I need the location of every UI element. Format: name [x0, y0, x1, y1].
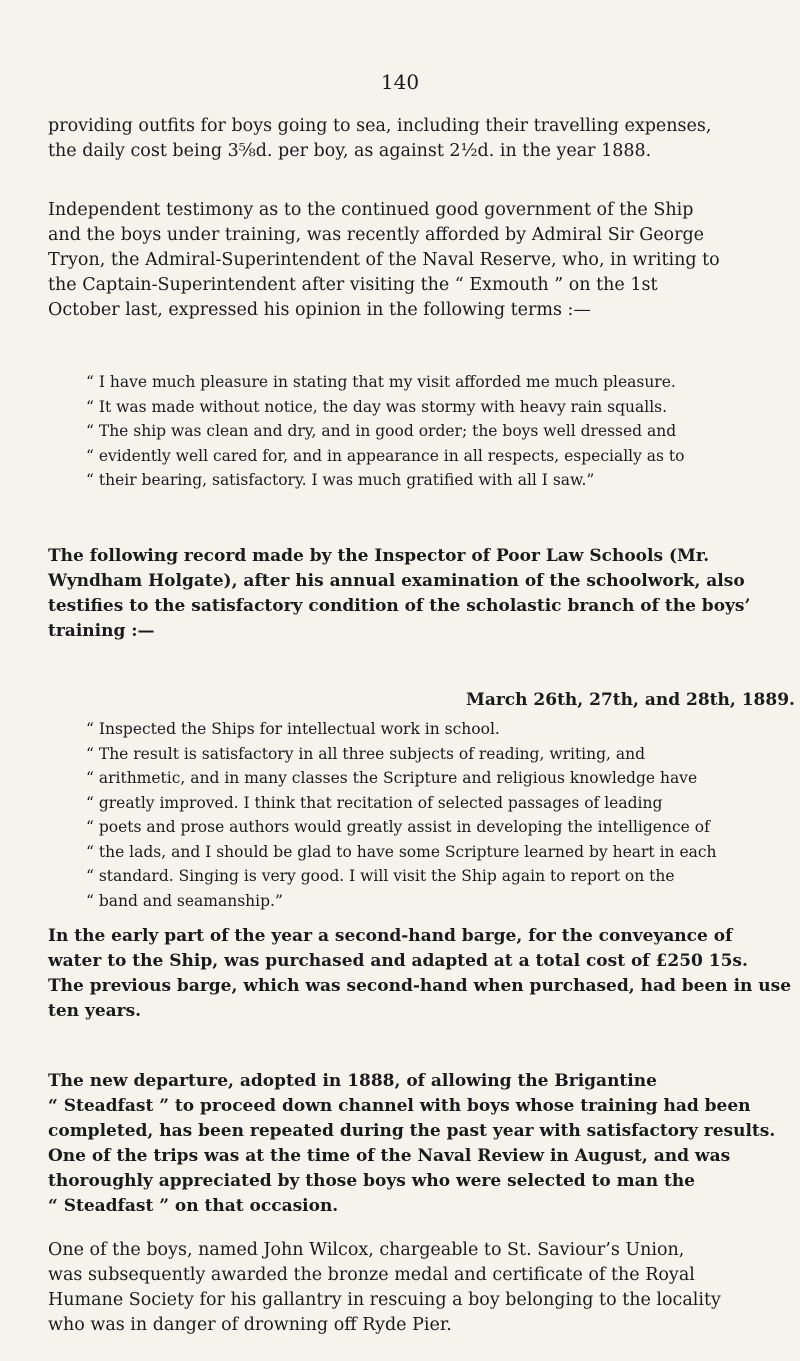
quote-admiral-tryon [86, 370, 754, 493]
text-line: water to the Ship, was purchased and adapted at a total cost of £250 15s. [48, 951, 748, 971]
text-line: the Captain-Superintendent after visiting the “ Exmouth ” on the 1st [48, 275, 658, 295]
paragraph-wilcox [48, 1238, 760, 1338]
quote-line: “ standard. Singing is very good. I will visit the Ship again to report on the [86, 867, 675, 885]
paragraph-inspector [48, 544, 760, 644]
text-line: providing outfits for boys going to sea, including their travelling expenses, [48, 116, 712, 136]
text-line: was subsequently awarded the bronze medal and certificate of the Royal [48, 1265, 695, 1285]
paragraph-steadfast [48, 1069, 776, 1219]
text-line: Humane Society for his gallantry in rescuing a boy belonging to the locality [48, 1290, 721, 1310]
text-line: “ Steadfast ” on that occasion. [48, 1196, 339, 1216]
text-line: thoroughly appreciated by those boys who were selected to man the [48, 1171, 695, 1191]
text-line: Independent testimony as to the continued good government of the Ship [48, 200, 694, 220]
text-line: One of the boys, named John Wilcox, chargeable to St. Saviour’s Union, [48, 1240, 685, 1260]
text-line: The following record made by the Inspector of Poor Law Schools (Mr. [48, 546, 710, 566]
page-number: 140 [380, 70, 420, 94]
text-line: “ Steadfast ” to proceed down channel with boys whose training had been [48, 1096, 751, 1116]
quote-line: “ band and seamanship.” [86, 891, 283, 910]
quote-line: “ It was made without notice, the day was stormy with heavy rain squalls. [86, 397, 668, 416]
quote-line: “ arithmetic, and in many classes the Scripture and religious knowledge have [86, 769, 698, 787]
paragraph-testimony [48, 198, 760, 323]
text-line: In the early part of the year a second-hand barge, for the conveyance of [48, 926, 733, 946]
text-line: October last, expressed his opinion in the following terms :— [48, 300, 591, 320]
paragraph-barge [48, 924, 792, 1024]
text-line: and the boys under training, was recently afforded by Admiral Sir George [48, 225, 705, 245]
text-line: training :— [48, 621, 155, 641]
text-line: completed, has been repeated during the past year with satisfactory results. [48, 1121, 776, 1141]
text-line: The previous barge, which was second-hand when purchased, had been in use [48, 976, 792, 996]
quote-line: “ the lads, and I should be glad to have some Scripture learned by heart in each [86, 842, 717, 861]
text-line: testifies to the satisfactory condition of the scholastic branch of the boys’ [48, 596, 751, 616]
text-line: ten years. [48, 1001, 142, 1021]
quote-line: “ their bearing, satisfactory. I was much gratified with all I saw.” [86, 471, 595, 489]
text-line: Tryon, the Admiral-Superintendent of the Naval Reserve, who, in writing to [48, 250, 720, 270]
text-line: who was in danger of drowning off Ryde Pier. [48, 1315, 452, 1335]
quote-line: “ I have much pleasure in stating that my visit afforded me much pleasure. [86, 373, 676, 391]
quote-line: “ The result is satisfactory in all three subjects of reading, writing, and [86, 744, 646, 763]
quote-line: “ greatly improved. I think that recitation of selected passages of leading [86, 793, 663, 812]
quote-line: “ The ship was clean and dry, and in good order; the boys well dressed and [86, 422, 677, 440]
text-line: Wyndham Holgate), after his annual examination of the schoolwork, also [48, 571, 745, 591]
inspection-date: March 26th, 27th, and 28th, 1889. [466, 690, 795, 710]
paragraph-outfits [48, 114, 760, 164]
text-line: the daily cost being 3⅝d. per boy, as against 2½d. in the year 1888. [48, 141, 652, 161]
text-line: The new departure, adopted in 1888, of allowing the Brigantine [48, 1071, 657, 1091]
text-line: One of the trips was at the time of the Naval Review in August, and was [48, 1146, 731, 1166]
quote-line: “ poets and prose authors would greatly assist in developing the intelligence of [86, 818, 710, 836]
quote-inspector-report [86, 717, 754, 913]
quote-line: “ evidently well cared for, and in appearance in all respects, especially as to [86, 446, 685, 465]
quote-line: “ Inspected the Ships for intellectual work in school. [86, 720, 500, 738]
